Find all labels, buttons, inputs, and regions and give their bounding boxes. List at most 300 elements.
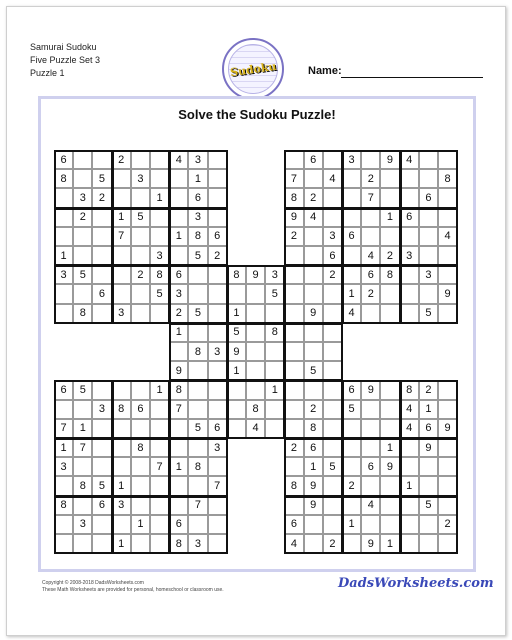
sudoku-cell[interactable]: 8 bbox=[73, 476, 92, 495]
sudoku-cell[interactable]: 6 bbox=[208, 419, 227, 438]
sudoku-cell[interactable] bbox=[208, 169, 227, 188]
sudoku-cell[interactable] bbox=[361, 150, 380, 169]
sudoku-cell[interactable] bbox=[342, 208, 361, 227]
sudoku-cell[interactable] bbox=[323, 380, 342, 399]
sudoku-cell[interactable]: 5 bbox=[304, 361, 323, 380]
sudoku-cell[interactable] bbox=[73, 496, 92, 515]
sudoku-cell[interactable]: 1 bbox=[131, 515, 150, 534]
sudoku-cell[interactable]: 7 bbox=[73, 438, 92, 457]
sudoku-cell[interactable] bbox=[380, 304, 399, 323]
sudoku-cell[interactable]: 2 bbox=[284, 227, 303, 246]
sudoku-cell[interactable]: 9 bbox=[304, 304, 323, 323]
sudoku-cell[interactable] bbox=[284, 400, 303, 419]
sudoku-cell[interactable]: 6 bbox=[54, 380, 73, 399]
sudoku-cell[interactable]: 3 bbox=[169, 284, 188, 303]
sudoku-cell[interactable]: 5 bbox=[150, 284, 169, 303]
sudoku-cell[interactable]: 6 bbox=[304, 438, 323, 457]
sudoku-cell[interactable]: 6 bbox=[169, 515, 188, 534]
sudoku-cell[interactable] bbox=[188, 361, 207, 380]
sudoku-cell[interactable] bbox=[227, 400, 246, 419]
sudoku-cell[interactable] bbox=[380, 400, 399, 419]
sudoku-cell[interactable]: 3 bbox=[150, 246, 169, 265]
sudoku-cell[interactable]: 2 bbox=[361, 169, 380, 188]
sudoku-cell[interactable] bbox=[400, 457, 419, 476]
sudoku-cell[interactable] bbox=[208, 400, 227, 419]
sudoku-cell[interactable]: 6 bbox=[131, 400, 150, 419]
sudoku-cell[interactable]: 5 bbox=[265, 284, 284, 303]
sudoku-cell[interactable]: 3 bbox=[112, 304, 131, 323]
sudoku-cell[interactable] bbox=[131, 380, 150, 399]
sudoku-cell[interactable]: 8 bbox=[304, 419, 323, 438]
sudoku-cell[interactable]: 1 bbox=[419, 400, 438, 419]
sudoku-cell[interactable] bbox=[169, 496, 188, 515]
sudoku-cell[interactable]: 8 bbox=[265, 323, 284, 342]
sudoku-cell[interactable] bbox=[284, 380, 303, 399]
sudoku-cell[interactable] bbox=[380, 284, 399, 303]
sudoku-cell[interactable] bbox=[150, 534, 169, 553]
sudoku-cell[interactable] bbox=[380, 419, 399, 438]
sudoku-cell[interactable]: 2 bbox=[169, 304, 188, 323]
sudoku-cell[interactable] bbox=[92, 150, 111, 169]
sudoku-cell[interactable] bbox=[169, 208, 188, 227]
sudoku-cell[interactable] bbox=[419, 246, 438, 265]
sudoku-cell[interactable] bbox=[92, 265, 111, 284]
sudoku-cell[interactable] bbox=[188, 284, 207, 303]
sudoku-cell[interactable]: 8 bbox=[227, 265, 246, 284]
sudoku-cell[interactable]: 9 bbox=[419, 438, 438, 457]
sudoku-cell[interactable] bbox=[419, 208, 438, 227]
sudoku-cell[interactable] bbox=[438, 208, 457, 227]
sudoku-cell[interactable]: 5 bbox=[419, 496, 438, 515]
sudoku-cell[interactable] bbox=[361, 476, 380, 495]
sudoku-cell[interactable]: 1 bbox=[112, 208, 131, 227]
sudoku-cell[interactable]: 5 bbox=[419, 304, 438, 323]
sudoku-cell[interactable] bbox=[169, 169, 188, 188]
sudoku-cell[interactable] bbox=[188, 380, 207, 399]
sudoku-cell[interactable] bbox=[208, 361, 227, 380]
sudoku-cell[interactable]: 3 bbox=[54, 457, 73, 476]
sudoku-cell[interactable] bbox=[419, 150, 438, 169]
sudoku-cell[interactable] bbox=[208, 534, 227, 553]
sudoku-cell[interactable] bbox=[438, 150, 457, 169]
sudoku-cell[interactable]: 3 bbox=[419, 265, 438, 284]
sudoku-cell[interactable]: 3 bbox=[208, 438, 227, 457]
sudoku-cell[interactable]: 8 bbox=[150, 265, 169, 284]
sudoku-cell[interactable] bbox=[304, 515, 323, 534]
sudoku-cell[interactable]: 4 bbox=[438, 227, 457, 246]
sudoku-cell[interactable] bbox=[112, 265, 131, 284]
sudoku-cell[interactable] bbox=[342, 188, 361, 207]
sudoku-cell[interactable] bbox=[188, 400, 207, 419]
sudoku-cell[interactable]: 5 bbox=[342, 400, 361, 419]
sudoku-cell[interactable]: 2 bbox=[112, 150, 131, 169]
sudoku-cell[interactable] bbox=[169, 188, 188, 207]
sudoku-cell[interactable] bbox=[54, 476, 73, 495]
sudoku-cell[interactable]: 1 bbox=[73, 419, 92, 438]
sudoku-cell[interactable] bbox=[400, 438, 419, 457]
sudoku-cell[interactable] bbox=[246, 361, 265, 380]
sudoku-cell[interactable] bbox=[323, 342, 342, 361]
sudoku-cell[interactable] bbox=[73, 227, 92, 246]
sudoku-cell[interactable] bbox=[112, 188, 131, 207]
sudoku-cell[interactable] bbox=[304, 227, 323, 246]
sudoku-cell[interactable] bbox=[131, 304, 150, 323]
sudoku-cell[interactable]: 6 bbox=[92, 284, 111, 303]
sudoku-cell[interactable]: 6 bbox=[208, 227, 227, 246]
sudoku-cell[interactable] bbox=[208, 496, 227, 515]
sudoku-cell[interactable]: 2 bbox=[342, 476, 361, 495]
sudoku-cell[interactable]: 6 bbox=[361, 457, 380, 476]
sudoku-cell[interactable] bbox=[323, 188, 342, 207]
sudoku-cell[interactable] bbox=[131, 496, 150, 515]
sudoku-cell[interactable]: 3 bbox=[188, 150, 207, 169]
sudoku-cell[interactable] bbox=[92, 227, 111, 246]
sudoku-cell[interactable]: 4 bbox=[323, 169, 342, 188]
sudoku-cell[interactable] bbox=[188, 265, 207, 284]
sudoku-cell[interactable]: 1 bbox=[169, 457, 188, 476]
sudoku-cell[interactable] bbox=[438, 476, 457, 495]
sudoku-cell[interactable]: 1 bbox=[342, 284, 361, 303]
sudoku-cell[interactable]: 5 bbox=[188, 246, 207, 265]
sudoku-cell[interactable]: 7 bbox=[169, 400, 188, 419]
sudoku-cell[interactable]: 8 bbox=[169, 534, 188, 553]
sudoku-cell[interactable] bbox=[323, 419, 342, 438]
sudoku-cell[interactable] bbox=[169, 419, 188, 438]
sudoku-cell[interactable] bbox=[400, 284, 419, 303]
sudoku-cell[interactable]: 3 bbox=[323, 227, 342, 246]
sudoku-cell[interactable] bbox=[342, 438, 361, 457]
sudoku-cell[interactable] bbox=[361, 227, 380, 246]
sudoku-cell[interactable] bbox=[284, 284, 303, 303]
sudoku-cell[interactable]: 9 bbox=[304, 496, 323, 515]
sudoku-cell[interactable] bbox=[208, 265, 227, 284]
sudoku-cell[interactable]: 6 bbox=[342, 380, 361, 399]
sudoku-cell[interactable] bbox=[265, 304, 284, 323]
sudoku-cell[interactable]: 8 bbox=[438, 169, 457, 188]
sudoku-cell[interactable] bbox=[380, 515, 399, 534]
sudoku-cell[interactable] bbox=[284, 342, 303, 361]
sudoku-cell[interactable] bbox=[284, 323, 303, 342]
sudoku-cell[interactable] bbox=[361, 515, 380, 534]
sudoku-cell[interactable] bbox=[54, 534, 73, 553]
sudoku-cell[interactable]: 8 bbox=[246, 400, 265, 419]
sudoku-cell[interactable] bbox=[150, 476, 169, 495]
sudoku-cell[interactable] bbox=[131, 227, 150, 246]
sudoku-cell[interactable] bbox=[150, 208, 169, 227]
sudoku-cell[interactable] bbox=[380, 380, 399, 399]
sudoku-cell[interactable]: 8 bbox=[54, 496, 73, 515]
sudoku-cell[interactable] bbox=[304, 284, 323, 303]
sudoku-cell[interactable]: 1 bbox=[380, 208, 399, 227]
sudoku-cell[interactable]: 1 bbox=[227, 304, 246, 323]
sudoku-cell[interactable]: 1 bbox=[169, 323, 188, 342]
sudoku-cell[interactable] bbox=[150, 438, 169, 457]
sudoku-cell[interactable] bbox=[73, 169, 92, 188]
sudoku-cell[interactable] bbox=[169, 246, 188, 265]
sudoku-cell[interactable]: 2 bbox=[73, 208, 92, 227]
sudoku-cell[interactable]: 1 bbox=[150, 380, 169, 399]
sudoku-cell[interactable] bbox=[92, 246, 111, 265]
sudoku-cell[interactable] bbox=[112, 515, 131, 534]
sudoku-cell[interactable] bbox=[92, 438, 111, 457]
sudoku-cell[interactable]: 8 bbox=[112, 400, 131, 419]
sudoku-cell[interactable] bbox=[323, 361, 342, 380]
sudoku-cell[interactable] bbox=[54, 208, 73, 227]
sudoku-cell[interactable]: 7 bbox=[112, 227, 131, 246]
sudoku-cell[interactable] bbox=[227, 419, 246, 438]
sudoku-cell[interactable]: 2 bbox=[131, 265, 150, 284]
sudoku-cell[interactable]: 8 bbox=[284, 188, 303, 207]
sudoku-cell[interactable] bbox=[284, 496, 303, 515]
sudoku-cell[interactable] bbox=[323, 150, 342, 169]
sudoku-cell[interactable] bbox=[342, 419, 361, 438]
sudoku-cell[interactable] bbox=[112, 419, 131, 438]
sudoku-cell[interactable] bbox=[265, 342, 284, 361]
sudoku-cell[interactable]: 3 bbox=[188, 534, 207, 553]
sudoku-cell[interactable]: 1 bbox=[112, 476, 131, 495]
sudoku-cell[interactable]: 3 bbox=[131, 169, 150, 188]
sudoku-cell[interactable]: 8 bbox=[73, 304, 92, 323]
sudoku-cell[interactable]: 1 bbox=[112, 534, 131, 553]
sudoku-cell[interactable]: 8 bbox=[131, 438, 150, 457]
sudoku-cell[interactable] bbox=[304, 265, 323, 284]
sudoku-cell[interactable] bbox=[73, 400, 92, 419]
sudoku-cell[interactable]: 7 bbox=[188, 496, 207, 515]
sudoku-cell[interactable] bbox=[438, 534, 457, 553]
sudoku-cell[interactable] bbox=[438, 246, 457, 265]
sudoku-cell[interactable] bbox=[380, 476, 399, 495]
sudoku-cell[interactable] bbox=[438, 496, 457, 515]
sudoku-cell[interactable] bbox=[265, 400, 284, 419]
sudoku-cell[interactable]: 1 bbox=[54, 438, 73, 457]
sudoku-cell[interactable] bbox=[419, 476, 438, 495]
sudoku-cell[interactable] bbox=[284, 150, 303, 169]
sudoku-cell[interactable] bbox=[131, 284, 150, 303]
sudoku-cell[interactable] bbox=[400, 515, 419, 534]
sudoku-cell[interactable] bbox=[150, 496, 169, 515]
sudoku-cell[interactable]: 5 bbox=[188, 419, 207, 438]
sudoku-cell[interactable]: 2 bbox=[419, 380, 438, 399]
sudoku-cell[interactable] bbox=[150, 419, 169, 438]
sudoku-cell[interactable] bbox=[54, 227, 73, 246]
sudoku-cell[interactable]: 6 bbox=[304, 150, 323, 169]
sudoku-cell[interactable]: 5 bbox=[188, 304, 207, 323]
sudoku-cell[interactable] bbox=[73, 150, 92, 169]
sudoku-cell[interactable] bbox=[227, 380, 246, 399]
sudoku-cell[interactable] bbox=[284, 304, 303, 323]
sudoku-cell[interactable] bbox=[323, 476, 342, 495]
sudoku-cell[interactable]: 9 bbox=[380, 457, 399, 476]
sudoku-cell[interactable] bbox=[188, 476, 207, 495]
sudoku-cell[interactable] bbox=[208, 150, 227, 169]
sudoku-cell[interactable] bbox=[188, 323, 207, 342]
sudoku-cell[interactable] bbox=[54, 400, 73, 419]
sudoku-cell[interactable]: 2 bbox=[438, 515, 457, 534]
sudoku-cell[interactable] bbox=[208, 515, 227, 534]
sudoku-cell[interactable] bbox=[304, 534, 323, 553]
sudoku-cell[interactable] bbox=[323, 323, 342, 342]
sudoku-cell[interactable] bbox=[208, 188, 227, 207]
sudoku-cell[interactable] bbox=[284, 457, 303, 476]
sudoku-cell[interactable] bbox=[131, 476, 150, 495]
sudoku-cell[interactable] bbox=[150, 169, 169, 188]
sudoku-cell[interactable]: 7 bbox=[361, 188, 380, 207]
sudoku-cell[interactable] bbox=[361, 400, 380, 419]
sudoku-cell[interactable]: 1 bbox=[150, 188, 169, 207]
sudoku-cell[interactable] bbox=[188, 515, 207, 534]
sudoku-cell[interactable]: 3 bbox=[112, 496, 131, 515]
sudoku-cell[interactable]: 3 bbox=[92, 400, 111, 419]
sudoku-cell[interactable]: 8 bbox=[188, 342, 207, 361]
sudoku-cell[interactable] bbox=[112, 380, 131, 399]
sudoku-cell[interactable] bbox=[246, 380, 265, 399]
sudoku-cell[interactable]: 1 bbox=[188, 169, 207, 188]
sudoku-cell[interactable]: 4 bbox=[361, 246, 380, 265]
sudoku-cell[interactable] bbox=[54, 515, 73, 534]
sudoku-cell[interactable]: 9 bbox=[438, 284, 457, 303]
sudoku-cell[interactable] bbox=[361, 419, 380, 438]
sudoku-cell[interactable]: 8 bbox=[284, 476, 303, 495]
sudoku-cell[interactable]: 2 bbox=[284, 438, 303, 457]
sudoku-cell[interactable]: 3 bbox=[208, 342, 227, 361]
sudoku-cell[interactable] bbox=[73, 246, 92, 265]
sudoku-cell[interactable] bbox=[150, 150, 169, 169]
sudoku-cell[interactable] bbox=[150, 227, 169, 246]
sudoku-cell[interactable] bbox=[438, 400, 457, 419]
sudoku-cell[interactable] bbox=[131, 534, 150, 553]
sudoku-cell[interactable]: 5 bbox=[92, 476, 111, 495]
sudoku-cell[interactable]: 9 bbox=[169, 361, 188, 380]
sudoku-cell[interactable] bbox=[342, 169, 361, 188]
sudoku-cell[interactable] bbox=[380, 169, 399, 188]
sudoku-cell[interactable]: 4 bbox=[284, 534, 303, 553]
sudoku-cell[interactable]: 5 bbox=[73, 265, 92, 284]
sudoku-cell[interactable]: 6 bbox=[188, 188, 207, 207]
sudoku-cell[interactable] bbox=[380, 227, 399, 246]
sudoku-cell[interactable] bbox=[323, 284, 342, 303]
sudoku-cell[interactable] bbox=[323, 304, 342, 323]
sudoku-cell[interactable] bbox=[208, 457, 227, 476]
sudoku-cell[interactable] bbox=[400, 304, 419, 323]
sudoku-cell[interactable] bbox=[400, 534, 419, 553]
sudoku-cell[interactable]: 4 bbox=[246, 419, 265, 438]
sudoku-cell[interactable]: 1 bbox=[265, 380, 284, 399]
sudoku-cell[interactable] bbox=[169, 342, 188, 361]
sudoku-cell[interactable] bbox=[419, 515, 438, 534]
sudoku-cell[interactable] bbox=[246, 304, 265, 323]
sudoku-cell[interactable]: 6 bbox=[342, 227, 361, 246]
sudoku-cell[interactable]: 6 bbox=[169, 265, 188, 284]
sudoku-cell[interactable]: 4 bbox=[342, 304, 361, 323]
sudoku-cell[interactable] bbox=[92, 515, 111, 534]
sudoku-cell[interactable] bbox=[400, 265, 419, 284]
sudoku-cell[interactable]: 4 bbox=[304, 208, 323, 227]
sudoku-cell[interactable] bbox=[92, 208, 111, 227]
sudoku-cell[interactable]: 9 bbox=[284, 208, 303, 227]
sudoku-cell[interactable]: 9 bbox=[438, 419, 457, 438]
sudoku-cell[interactable] bbox=[169, 438, 188, 457]
sudoku-cell[interactable]: 1 bbox=[380, 534, 399, 553]
sudoku-cell[interactable] bbox=[131, 188, 150, 207]
sudoku-cell[interactable]: 2 bbox=[304, 400, 323, 419]
sudoku-cell[interactable] bbox=[208, 208, 227, 227]
sudoku-cell[interactable] bbox=[92, 380, 111, 399]
sudoku-cell[interactable] bbox=[208, 304, 227, 323]
sudoku-cell[interactable] bbox=[265, 361, 284, 380]
sudoku-cell[interactable] bbox=[304, 342, 323, 361]
sudoku-cell[interactable] bbox=[112, 284, 131, 303]
sudoku-cell[interactable]: 6 bbox=[419, 188, 438, 207]
sudoku-cell[interactable]: 3 bbox=[188, 208, 207, 227]
sudoku-cell[interactable]: 4 bbox=[400, 150, 419, 169]
sudoku-cell[interactable]: 5 bbox=[73, 380, 92, 399]
sudoku-cell[interactable]: 6 bbox=[54, 150, 73, 169]
sudoku-cell[interactable] bbox=[361, 438, 380, 457]
sudoku-cell[interactable] bbox=[438, 438, 457, 457]
sudoku-cell[interactable] bbox=[92, 419, 111, 438]
sudoku-cell[interactable] bbox=[246, 284, 265, 303]
sudoku-cell[interactable]: 4 bbox=[361, 496, 380, 515]
sudoku-cell[interactable] bbox=[342, 534, 361, 553]
sudoku-cell[interactable]: 6 bbox=[323, 246, 342, 265]
sudoku-cell[interactable] bbox=[304, 169, 323, 188]
name-field-line[interactable] bbox=[341, 77, 483, 78]
sudoku-cell[interactable] bbox=[342, 246, 361, 265]
sudoku-cell[interactable] bbox=[323, 496, 342, 515]
sudoku-cell[interactable]: 2 bbox=[208, 246, 227, 265]
sudoku-cell[interactable]: 9 bbox=[380, 150, 399, 169]
sudoku-cell[interactable]: 8 bbox=[380, 265, 399, 284]
sudoku-cell[interactable] bbox=[400, 227, 419, 246]
sudoku-cell[interactable] bbox=[227, 284, 246, 303]
sudoku-cell[interactable]: 1 bbox=[304, 457, 323, 476]
sudoku-cell[interactable] bbox=[73, 284, 92, 303]
sudoku-cell[interactable]: 2 bbox=[92, 188, 111, 207]
sudoku-cell[interactable]: 3 bbox=[342, 150, 361, 169]
sudoku-cell[interactable]: 8 bbox=[188, 227, 207, 246]
sudoku-cell[interactable] bbox=[419, 534, 438, 553]
sudoku-cell[interactable]: 2 bbox=[361, 284, 380, 303]
sudoku-cell[interactable] bbox=[112, 246, 131, 265]
sudoku-cell[interactable]: 3 bbox=[73, 188, 92, 207]
sudoku-cell[interactable]: 8 bbox=[400, 380, 419, 399]
sudoku-cell[interactable] bbox=[400, 188, 419, 207]
sudoku-cell[interactable] bbox=[131, 457, 150, 476]
sudoku-cell[interactable] bbox=[265, 419, 284, 438]
sudoku-cell[interactable] bbox=[131, 150, 150, 169]
sudoku-cell[interactable] bbox=[73, 534, 92, 553]
sudoku-cell[interactable] bbox=[246, 342, 265, 361]
sudoku-cell[interactable] bbox=[208, 284, 227, 303]
sudoku-cell[interactable]: 4 bbox=[169, 150, 188, 169]
sudoku-cell[interactable]: 6 bbox=[92, 496, 111, 515]
sudoku-cell[interactable] bbox=[438, 265, 457, 284]
sudoku-cell[interactable]: 8 bbox=[188, 457, 207, 476]
sudoku-cell[interactable]: 3 bbox=[73, 515, 92, 534]
sudoku-cell[interactable]: 8 bbox=[54, 169, 73, 188]
sudoku-cell[interactable]: 9 bbox=[361, 380, 380, 399]
sudoku-cell[interactable]: 1 bbox=[342, 515, 361, 534]
sudoku-cell[interactable]: 2 bbox=[380, 246, 399, 265]
sudoku-cell[interactable] bbox=[150, 515, 169, 534]
sudoku-cell[interactable] bbox=[380, 188, 399, 207]
sudoku-cell[interactable] bbox=[419, 227, 438, 246]
sudoku-cell[interactable]: 6 bbox=[284, 515, 303, 534]
sudoku-cell[interactable] bbox=[112, 457, 131, 476]
sudoku-cell[interactable] bbox=[208, 380, 227, 399]
sudoku-cell[interactable] bbox=[92, 304, 111, 323]
sudoku-cell[interactable]: 2 bbox=[323, 265, 342, 284]
